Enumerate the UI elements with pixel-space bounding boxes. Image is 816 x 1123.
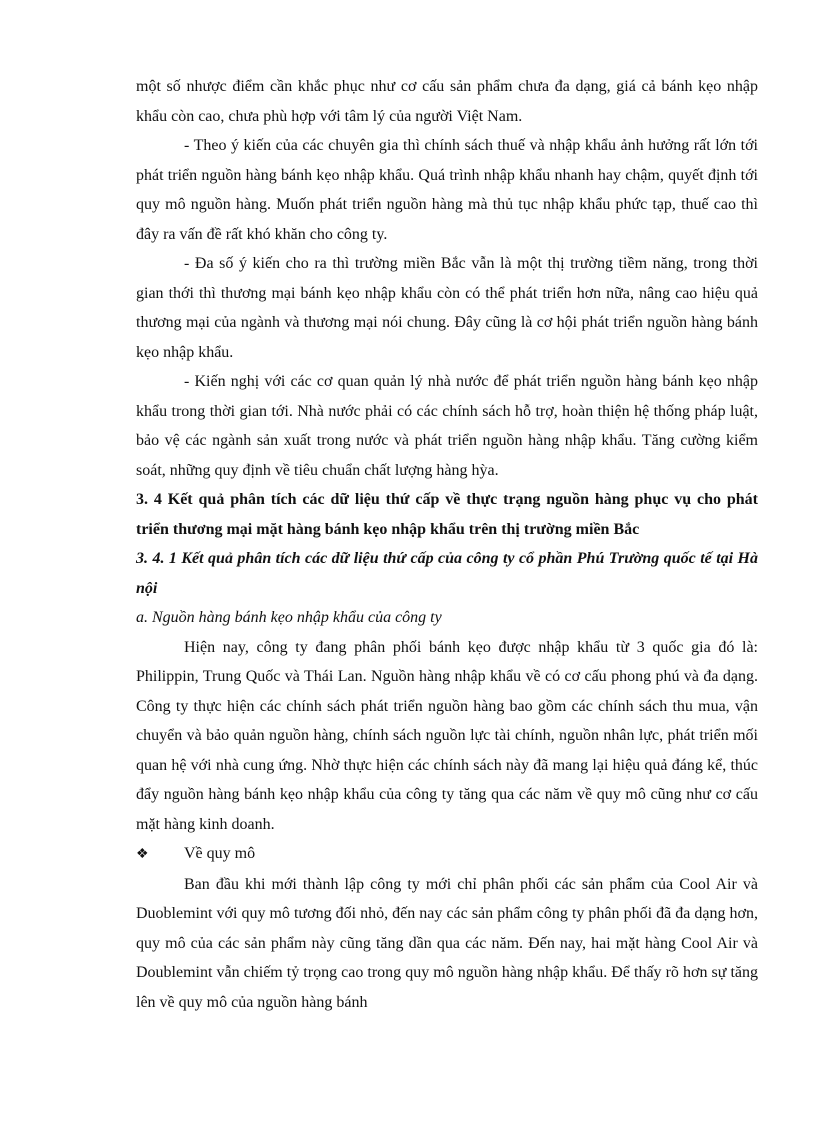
paragraph-intro-continuation: một số nhược điểm cần khắc phục như cơ cấu sản phẩm chưa đa dạng, giá cả bánh kẹo nhập khẩu còn cao, chưa phù hợp với tâm lý của người Việt Nam.: [136, 78, 758, 125]
diamond-bullet-icon: ❖: [136, 847, 149, 862]
section-heading-3-4: 3. 4 Kết quả phân tích các dữ liệu thứ cấp về thực trạng nguồn hàng phục vụ cho phát triển thương mại mặt hàng bánh kẹo nhập khẩu trên thị trường miền Bắc: [136, 491, 758, 538]
section-heading-3-4-1: 3. 4. 1 Kết quả phân tích các dữ liệu thứ cấp của công ty cổ phần Phú Trường quốc tế tại Hà nội: [136, 550, 758, 597]
document-body: [136, 72, 758, 1017]
paragraph-current-distribution: Hiện nay, công ty đang phân phối bánh kẹo được nhập khẩu từ 3 quốc gia đó là: Philippin, Trung Quốc và Thái Lan. Nguồn hàng nhập khẩu về có cơ cấu phong phú và đa dạng. Công ty thực hiện các chính sách phát triển nguồn hàng bao gồm các chính sách thu mua, vận chuyển và bảo quản nguồn hàng, chính sách nguồn lực tài chính, nguồn nhân lực, phát triển mối quan hệ với nhà cung ứng. Nhờ thực hiện các chính sách này đã mang lại hiệu quả đáng kể, thúc đẩy nguồn hàng bánh kẹo nhập khẩu của công ty tăng qua các năm về quy mô cũng như cơ cấu mặt hàng kinh doanh.: [136, 638, 758, 833]
subsection-heading-a: a. Nguồn hàng bánh kẹo nhập khẩu của công ty: [136, 609, 442, 626]
bullet-item-scale: [136, 839, 758, 870]
paragraph-scale-growth: Ban đầu khi mới thành lập công ty mới chỉ phân phối các sản phẩm của Cool Air và Duoblemint với quy mô tương đối nhỏ, đến nay các sản phẩm công ty phân phối đã đa dạng hơn, quy mô của các sản phẩm này cũng tăng dần qua các năm. Đến nay, hai mặt hàng Cool Air và Doublemint vẫn chiếm tỷ trọng cao trong quy mô nguồn hàng nhập khẩu. Để thấy rõ hơn sự tăng lên về quy mô của nguồn hàng bánh: [136, 875, 758, 1011]
paragraph-northern-market: - Đa số ý kiến cho ra thì trường miền Bắc vẫn là một thị trường tiềm năng, trong thời gian thới thì thương mại bánh kẹo nhập khẩu còn có thể phát triển hơn nữa, nâng cao hiệu quả thương mại của ngành và thương mại nói chung. Đây cũng là cơ hội phát triển nguồn hàng bánh kẹo nhập khẩu.: [136, 255, 758, 361]
bullet-label: Về quy mô: [184, 845, 256, 862]
paragraph-recommendation: - Kiến nghị với các cơ quan quản lý nhà nước để phát triển nguồn hàng bánh kẹo nhập khẩu trong thời gian tới. Nhà nước phải có các chính sách hỗ trợ, hoàn thiện hệ thống pháp luật, bảo vệ các ngành sản xuất trong nước và phát triển nguồn hàng nhập khẩu. Tăng cường kiểm soát, những quy định về tiêu chuẩn chất lượng hàng hỳa.: [136, 373, 758, 479]
paragraph-tax-policy: - Theo ý kiến của các chuyên gia thì chính sách thuế và nhập khẩu ảnh hưởng rất lớn tới phát triển nguồn hàng bánh kẹo nhập khẩu. Quá trình nhập khẩu nhanh hay chậm, quyết định tới quy mô nguồn hàng. Muốn phát triển nguồn hàng mà thủ tục nhập khẩu phức tạp, thuế cao thì đây ra vấn đề rất khó khăn cho công ty.: [136, 137, 758, 243]
